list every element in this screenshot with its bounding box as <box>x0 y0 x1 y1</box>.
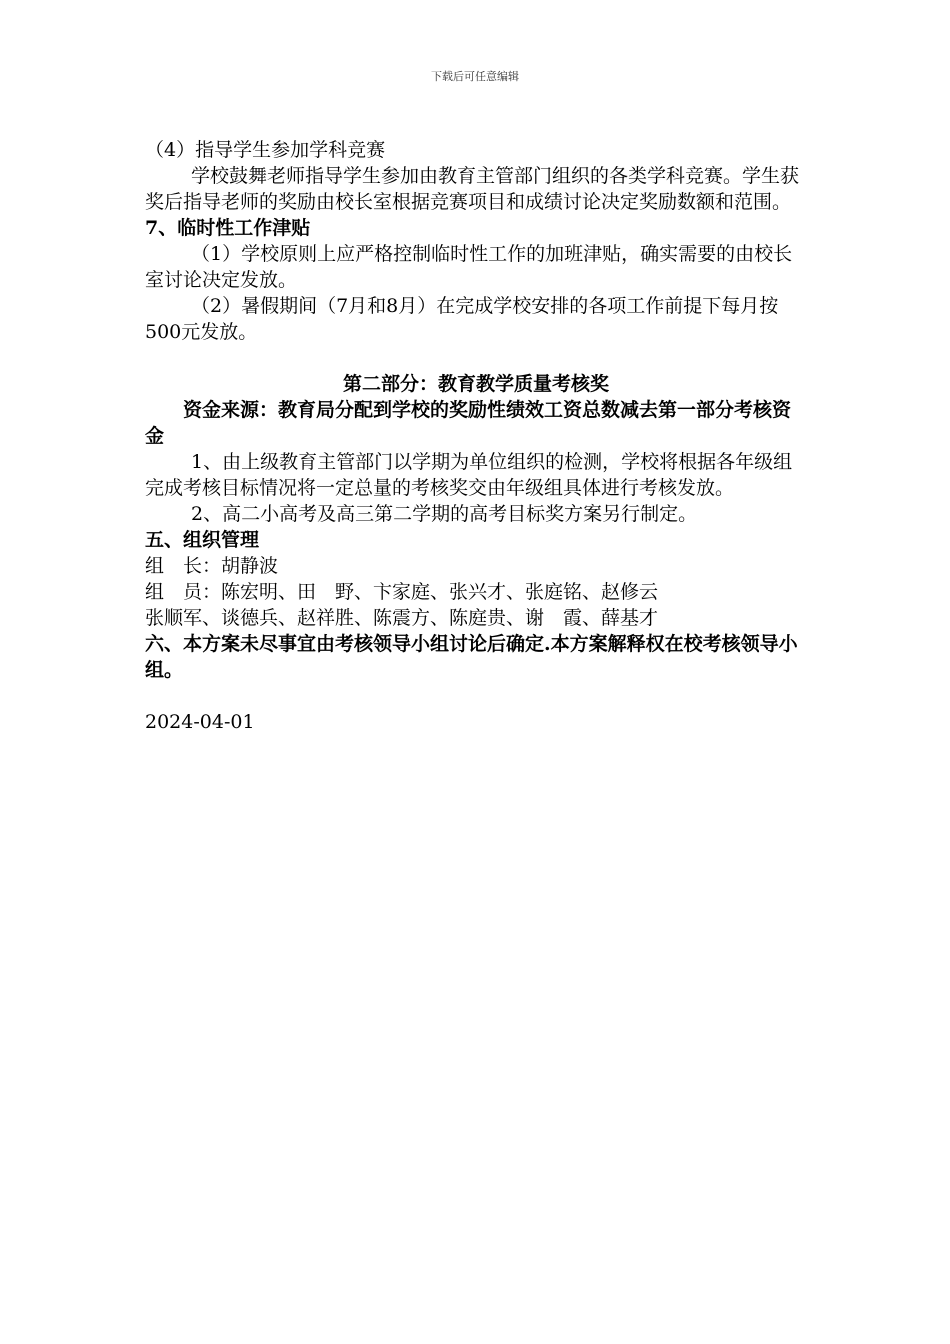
part2-funding: 资金来源：教育局分配到学校的奖励性绩效工资总数减去第一部分考核资金 <box>145 399 792 447</box>
temp-allowance-item-2: （2）暑假期间（7月和8月）在完成学校安排的各项工作前提下每月按500元发放。 <box>145 295 779 343</box>
org-title: 五、组织管理 <box>145 529 260 551</box>
org-members-line-2: 张顺军、谈德兵、赵祥胜、陈震方、陈庭贵、谢 霞、薛基才 <box>145 607 659 629</box>
org-members-line-1: 组 员：陈宏明、田 野、卞家庭、张兴才、张庭铭、赵修云 <box>145 581 659 603</box>
part2-item-2: 2、高二小高考及高三第二学期的高考目标奖方案另行制定。 <box>191 503 698 525</box>
spacer <box>145 683 807 709</box>
guidance-body: 学校鼓舞老师指导学生参加由教育主管部门组织的各类学科竞赛。学生获奖后指导老师的奖励由校长室根据竞赛项目和成绩讨论决定奖励数额和范围。 <box>145 165 800 213</box>
part2-title: 第二部分：教育教学质量考核奖 <box>342 373 609 395</box>
final-statement: 六、本方案未尽事宜由考核领导小组讨论后确定.本方案解释权在校考核领导小组。 <box>145 633 798 681</box>
document-date: 2024-04-01 <box>145 711 255 733</box>
spacer <box>145 345 807 371</box>
org-leader: 组 长：胡静波 <box>145 555 279 577</box>
part2-item-1: 1、由上级教育主管部门以学期为单位组织的检测，学校将根据各年级组完成考核目标情况将一定总量的考核奖交由年级组具体进行考核发放。 <box>145 451 793 499</box>
temp-allowance-item-1: （1）学校原则上应严格控制临时性工作的加班津贴，确实需要的由校长室讨论决定发放。 <box>145 243 793 291</box>
temp-allowance-title: 7、临时性工作津贴 <box>145 217 311 239</box>
document-body <box>145 137 807 735</box>
guidance-title: （4）指导学生参加学科竞赛 <box>145 139 386 161</box>
page-header: 下载后可任意编辑 <box>431 70 519 83</box>
